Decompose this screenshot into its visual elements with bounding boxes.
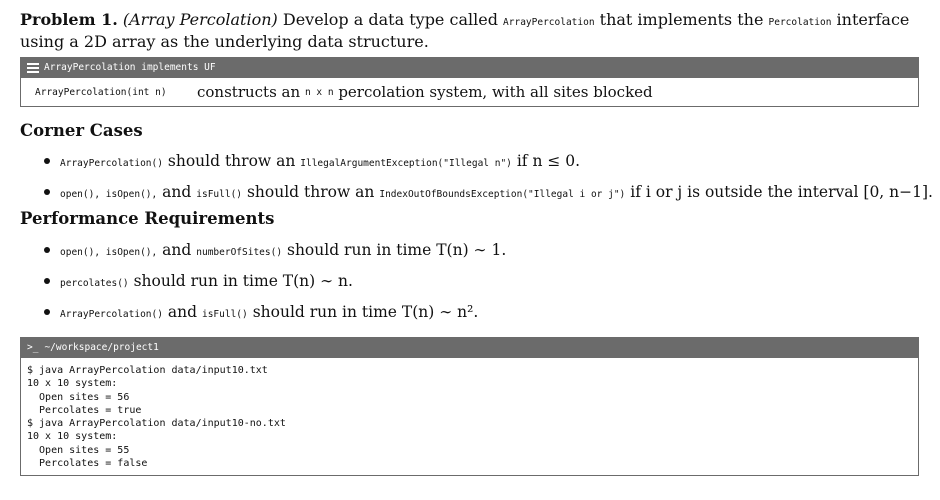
terminal-line: 10 x 10 system: [27,378,118,390]
api-box [20,57,919,107]
list-item [44,270,506,301]
code-span: ArrayPercolation() [60,309,163,320]
list-item [44,239,506,270]
terminal-output [21,358,918,470]
problem-statement [20,10,925,51]
bullet-icon [44,247,50,253]
api-box-header [21,58,918,78]
text-span: if i or j is outside the interval [0, n−1]. [630,183,933,201]
terminal-header [21,338,918,358]
code-span: numberOfSites() [196,247,283,258]
code-span: open(), isOpen(), [60,189,158,200]
code-span: IllegalArgumentException("Illegal n") [300,158,512,169]
text-span: and [167,303,198,321]
code-span: percolates() [60,278,129,289]
terminal-box [20,337,919,476]
performance-list [44,239,506,332]
text-span: should run in time T(n) ∼ n². [252,303,479,321]
code-span: open(), isOpen(), [60,247,158,258]
text-span: if n ≤ 0. [516,152,581,170]
text-span: should throw an [167,152,296,170]
text-span: should run in time T(n) ∼ 1. [287,241,507,259]
terminal-line: Open sites = 56 [27,391,130,403]
list-item [44,150,933,181]
text-span: should run in time T(n) ∼ n. [133,272,353,290]
problem-text-3: interface using a 2D array as the underlying data structure. [20,10,910,51]
api-desc-prefix: constructs an [197,83,301,101]
problem-text-2: that implements the [599,10,764,29]
corner-cases-list [44,150,933,212]
performance-heading: Performance Requirements [20,209,275,228]
text-span: and [162,183,192,201]
problem-number: Problem 1. [20,10,118,29]
api-desc-suffix: percolation system, with all sites blocked [338,83,653,101]
code-span: isFull() [196,189,243,200]
code-span: isFull() [201,309,248,320]
code-span: IndexOutOfBoundsException("Illegal i or j") [379,189,626,200]
terminal-line: 10 x 10 system: [27,431,118,443]
text-span: should throw an [246,183,375,201]
bullet-icon [44,189,50,195]
terminal-line: $ java ArrayPercolation data/input10-no.txt [27,418,286,430]
list-item [44,301,506,332]
terminal-line: Percolates = true [27,404,142,416]
text-span: and [162,241,192,259]
class-name: ArrayPercolation [503,17,595,28]
list-icon [27,63,39,73]
bullet-icon [44,278,50,284]
terminal-prompt-icon: >_ [27,342,39,353]
problem-title: (Array Percolation) [122,10,278,29]
terminal-line: $ java ArrayPercolation data/input10.txt [27,365,268,376]
list-item [44,181,933,212]
bullet-icon [44,158,50,164]
bullet-icon [44,309,50,315]
api-row [21,78,918,106]
api-desc-code: n x n [304,86,334,98]
constructor-signature: ArrayPercolation(int n) [35,86,167,98]
interface-name: Percolation [768,17,832,28]
problem-text-1: Develop a data type called [282,10,498,29]
terminal-title: ~/workspace/project1 [44,342,159,353]
api-box-title: ArrayPercolation implements UF [44,62,216,73]
code-span: ArrayPercolation() [60,158,163,169]
terminal-line: Percolates = false [27,458,148,470]
terminal-line: Open sites = 55 [27,444,130,456]
corner-cases-heading: Corner Cases [20,121,143,140]
